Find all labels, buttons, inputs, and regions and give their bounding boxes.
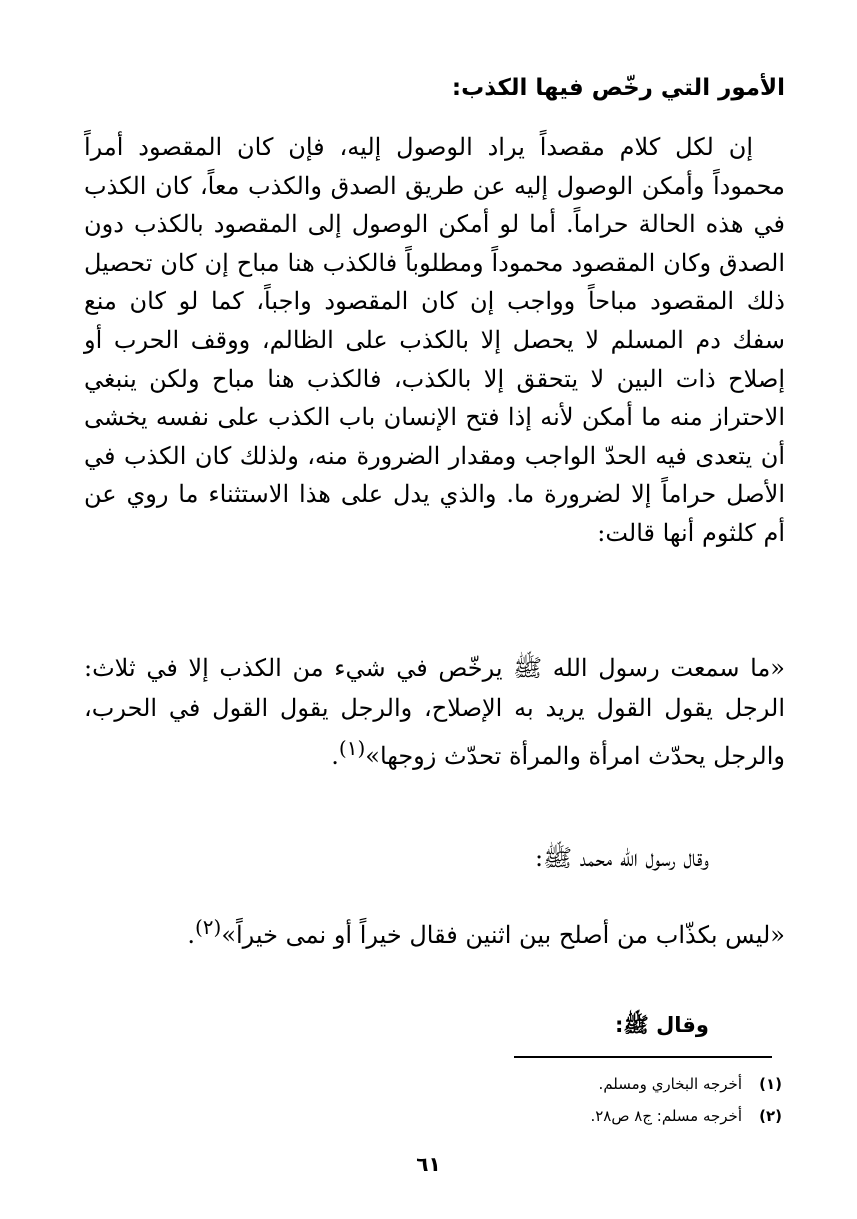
- footnote-item: [182, 1068, 782, 1100]
- quote-1-end: .: [331, 742, 339, 770]
- footnote-ref-1: (١): [338, 736, 366, 760]
- footnotes-list: [182, 1068, 782, 1132]
- footnote-divider: [514, 1056, 772, 1058]
- footnote-number: (١): [759, 1075, 782, 1093]
- footnote-number: (٢): [759, 1107, 782, 1125]
- footnote-ref-2: (٢): [194, 915, 222, 939]
- page-number: ٦١: [416, 1152, 441, 1176]
- hadith-intro-2: وقال رسول الله محمد ﷺ:: [535, 844, 709, 872]
- footnote-item: [182, 1100, 782, 1132]
- quote-1-text: «ما سمعت رسول الله ﷺ يرخّص في شيء من الكذب إلا في ثلاث: الرجل يقول القول يريد به الإصلاح، والرجل يقول القول في الحرب، والرجل يحدّث امرأة والمرأة تحدّث زوجها»: [84, 654, 785, 770]
- hadith-quote-2: [84, 907, 785, 955]
- hadith-intro-3: وقال ﷺ:: [615, 1013, 709, 1037]
- hadith-quote-1: [84, 648, 785, 776]
- section-heading: الأمور التي رخّص فيها الكذب:: [451, 75, 785, 101]
- footnote-text: أخرجه البخاري ومسلم.: [598, 1075, 742, 1093]
- quote-2-end: .: [187, 921, 195, 949]
- footnote-text: أخرجه مسلم: ج٨ ص٢٨.: [590, 1107, 742, 1125]
- quote-2-text: «ليس بكذّاب من أصلح بين اثنين فقال خيراً أو نمى خيراً»: [221, 921, 785, 949]
- main-paragraph: إن لكل كلام مقصداً يراد الوصول إليه، فإن كان المقصود أمراً محموداً وأمكن الوصول إليه عن طريق الصدق والكذب معاً، كان الكذب في هذه الحالة حراماً. أما لو أمكن الوصول إلى المقصود بالكذب دون الصدق وكان المقصود محموداً ومطلوباً فالكذب هنا مباح إن كان تحصيل ذلك المقصود مباحاً وواجب إن كان المقصود واجباً، كما لو كان منع سفك دم المسلم لا يحصل إلا بالكذب على الظالم، ووقف الحرب أو إصلاح ذات البين لا يتحقق إلا بالكذب، فالكذب هنا مباح ولكن ينبغي الاحتراز منه ما أمكن لأنه إذا فتح الإنسان باب الكذب على نفسه يخشى أن يتعدى فيه الحدّ الواجب ومقدار الضرورة منه، ولذلك كان الكذب في الأصل حراماً إلا لضرورة ما. والذي يدل على هذا الاستثناء ما روي عن أم كلثوم أنها قالت:: [84, 133, 786, 547]
